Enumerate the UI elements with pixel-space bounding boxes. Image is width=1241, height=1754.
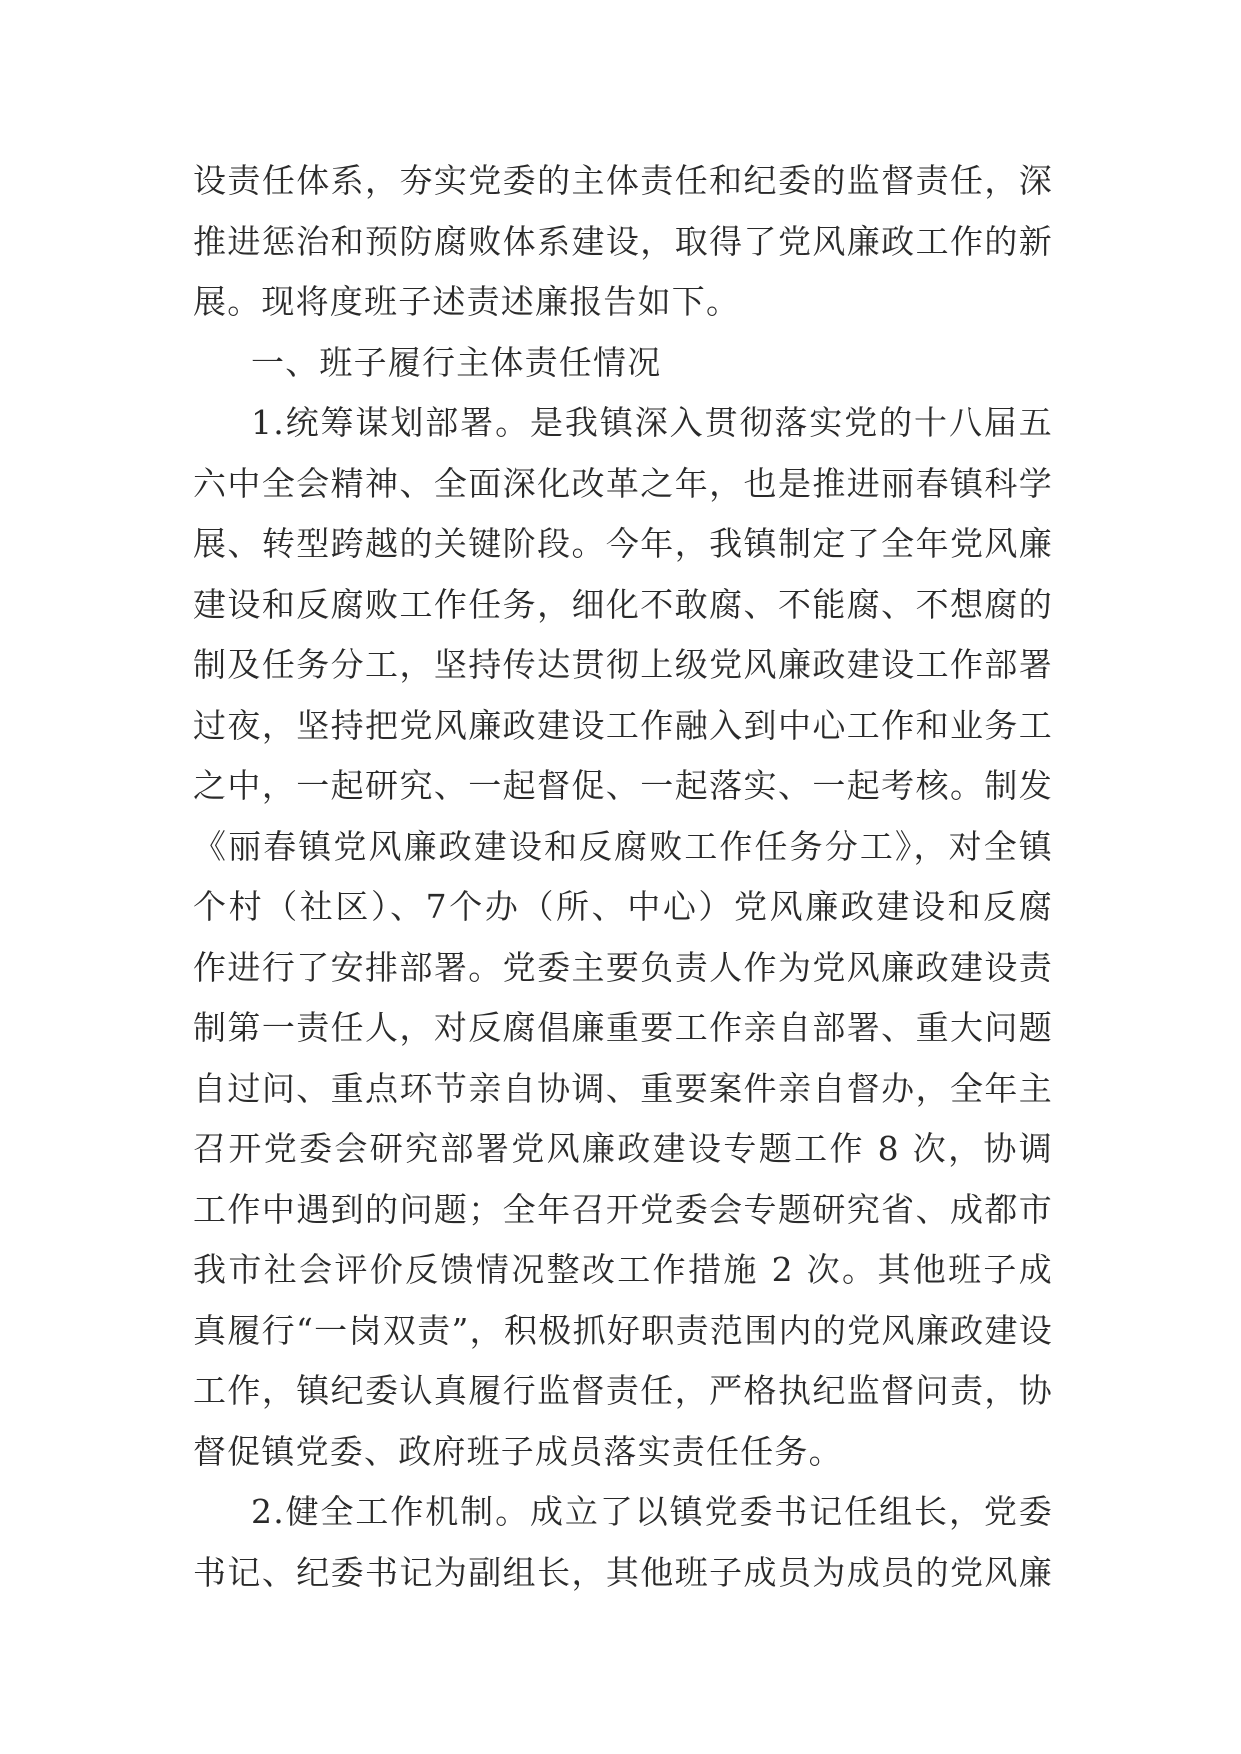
paragraph-line: 2.健全工作机制。成立了以镇党委书记任组长，党委 [251, 1492, 1053, 1531]
paragraph-line: 工作，镇纪委认真履行监督责任，严格执纪监督问责，协 [193, 1371, 1053, 1410]
paragraph-line: 建设和反腐败工作任务，细化不敢腐、不能腐、不想腐的 [193, 584, 1053, 624]
paragraph-line: 个村（社区）、7个办（所、中心）党风廉政建设和反腐 [193, 887, 1053, 926]
paragraph-line: 制及任务分工，坚持传达贯彻上级党风廉政建设工作部署 [193, 645, 1053, 684]
paragraph-line: 设责任体系，夯实党委的主体责任和纪委的监督责任，深 [193, 161, 1053, 200]
paragraph-line: 展、转型跨越的关键阶段。今年，我镇制定了全年党风廉 [193, 524, 1053, 563]
section-heading: 一、班子履行主体责任情况 [251, 342, 662, 382]
paragraph-line: 督促镇党委、政府班子成员落实责任任务。 [193, 1431, 843, 1471]
paragraph-line: 过夜，坚持把党风廉政建设工作融入到中心工作和业务工 [193, 705, 1053, 745]
paragraph-line: 六中全会精神、全面深化改革之年，也是推进丽春镇科学 [193, 463, 1053, 503]
paragraph-line: 自过问、重点环节亲自协调、重要案件亲自督办，全年主 [193, 1068, 1053, 1108]
paragraph-line: 召开党委会研究部署党风廉政建设专题工作 8 次，协调 [193, 1129, 1053, 1168]
paragraph-line: 书记、纪委书记为副组长，其他班子成员为成员的党风廉 [193, 1552, 1053, 1592]
paragraph-line: 我市社会评价反馈情况整改工作措施 2 次。其他班子成 [193, 1250, 1053, 1289]
paragraph-line: 推进惩治和预防腐败体系建设，取得了党风廉政工作的新 [193, 221, 1053, 261]
paragraph-line: 真履行“一岗双责”，积极抓好职责范围内的党风廉政建设 [193, 1310, 1053, 1350]
paragraph-line: 1.统筹谋划部署。是我镇深入贯彻落实党的十八届五 [251, 403, 1053, 442]
paragraph-line: 之中，一起研究、一起督促、一起落实、一起考核。制发 [193, 766, 1053, 805]
document-body [193, 151, 1053, 1603]
paragraph-line: 展。现将度班子述责述廉报告如下。 [193, 282, 741, 321]
paragraph-line: 制第一责任人，对反腐倡廉重要工作亲自部署、重大问题 [193, 1008, 1053, 1047]
paragraph-line: 《丽春镇党风廉政建设和反腐败工作任务分工》，对全镇 [193, 826, 1053, 866]
paragraph-line: 作进行了安排部署。党委主要负责人作为党风廉政建设责 [193, 947, 1053, 987]
paragraph-line: 工作中遇到的问题；全年召开党委会专题研究省、成都市 [193, 1189, 1053, 1229]
